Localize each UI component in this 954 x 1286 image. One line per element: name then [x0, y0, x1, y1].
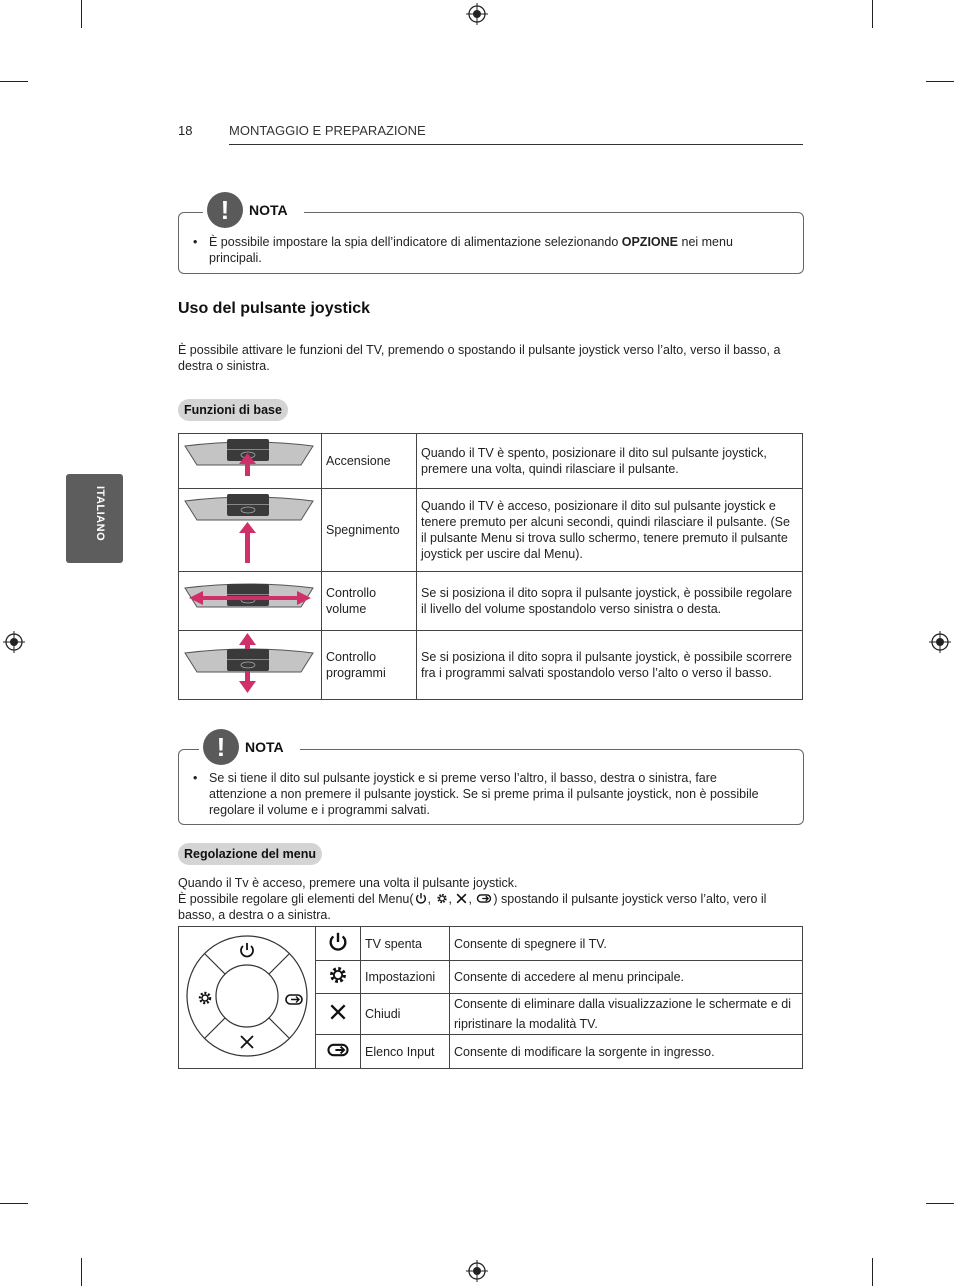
function-description: Se si posiziona il dito sopra il pulsante joystick, è possibile regolare il livello del volume spostandolo verso sinistra o desta. — [417, 572, 803, 631]
note-text: • Se si tiene il dito sul pulsante joystick e si preme verso l’altro, il basso, destra o sinistra, fare attenzione a non premere il pulsante joystick. Se si preme prima il pulsante joystick, non è possibile regolare il volume e i programmi salvati. — [193, 771, 759, 817]
note-text: • È possibile impostare la spia dell’indicatore di alimentazione selezionando OPZIONE nei menu principali. — [193, 235, 733, 265]
input-icon — [325, 1040, 351, 1060]
menu-items-table — [178, 926, 803, 1069]
menu-icon-cell — [316, 961, 361, 994]
registration-mark-icon — [929, 631, 951, 653]
crop-mark — [872, 1258, 873, 1286]
table-row — [179, 572, 803, 631]
function-description: Quando il TV è spento, posizionare il dito sul pulsante joystick, premere una volta, quindi rilasciare il pulsante. — [417, 434, 803, 489]
gear-icon — [435, 892, 449, 905]
joystick-programs-icon — [179, 631, 321, 695]
crop-mark — [81, 0, 82, 28]
table-row — [179, 631, 803, 700]
bullet: • — [193, 771, 198, 785]
joystick-menu-diagram — [179, 927, 316, 1069]
note-label: NOTA — [249, 202, 288, 218]
joystick-image — [179, 631, 322, 700]
function-name: Controllo volume — [322, 572, 417, 631]
menu-item-description: Consente di accedere al menu principale. — [450, 961, 803, 994]
joystick-volume-icon — [179, 572, 321, 626]
language-tab — [66, 474, 123, 563]
power-icon — [414, 892, 428, 905]
bullet: • — [193, 235, 198, 249]
menu-icon-cell — [316, 994, 361, 1035]
note-box — [178, 731, 804, 825]
registration-mark-icon — [3, 631, 25, 653]
table-row — [179, 434, 803, 489]
power-icon — [327, 931, 349, 953]
crop-mark — [0, 81, 28, 82]
exclamation-icon: ! — [207, 192, 243, 228]
crop-mark — [872, 0, 873, 28]
language-tab-label: ITALIANO — [94, 486, 106, 542]
joystick-image — [179, 572, 322, 631]
note-box — [178, 194, 804, 274]
registration-mark-icon — [466, 3, 488, 25]
function-description: Se si posiziona il dito sopra il pulsante joystick, è possibile scorrere fra i programmi salvati spostandolo verso l’alto o verso il basso. — [417, 631, 803, 700]
crop-mark — [0, 1203, 28, 1204]
function-name: Accensione — [322, 434, 417, 489]
joystick-menu-wheel-icon — [179, 928, 315, 1064]
function-name: Controllo programmi — [322, 631, 417, 700]
section-title: MONTAGGIO E PREPARAZIONE — [229, 123, 426, 138]
header-rule — [229, 144, 803, 145]
menu-item-description: Consente di eliminare dalla visualizzazione le schermate e di ripristinare la modalità TV. — [450, 994, 803, 1035]
menu-icon-cell — [316, 1035, 361, 1069]
note-header — [199, 729, 300, 765]
menu-item-description: Consente di modificare la sorgente in ingresso. — [450, 1035, 803, 1069]
menu-adjust-text: Quando il Tv è acceso, premere una volta il pulsante joystick. È possibile regolare gli elementi del Menu( , , , ) spostando il pulsante joystick verso l’alto, vero il basso, a destra o a sinistra. — [178, 876, 767, 922]
table-row — [179, 927, 803, 961]
function-name: Spegnimento — [322, 489, 417, 572]
menu-icon-cell — [316, 927, 361, 961]
joystick-image — [179, 434, 322, 489]
crop-mark — [81, 1258, 82, 1286]
section-heading: Uso del pulsante joystick — [178, 300, 371, 317]
function-description: Quando il TV è acceso, posizionare il dito sul pulsante joystick e tenere premuto per alcuni secondi, quindi rilasciare il pulsante. (Se il pulsante Menu si trova sullo schermo, tenere premuto il pulsante joystick per uscire dal Menu). — [417, 489, 803, 572]
joystick-power-off-icon — [179, 489, 321, 567]
registration-mark-icon — [466, 1260, 488, 1282]
basic-functions-label: Funzioni di base — [178, 399, 288, 421]
joystick-functions-table — [178, 433, 803, 700]
joystick-image — [179, 489, 322, 572]
menu-item-name: Impostazioni — [361, 961, 450, 994]
menu-adjust-label: Regolazione del menu — [178, 843, 322, 865]
crop-mark — [926, 81, 954, 82]
menu-item-name: Elenco Input — [361, 1035, 450, 1069]
close-icon — [328, 1002, 348, 1022]
table-row — [179, 489, 803, 572]
page-number: 18 — [178, 123, 193, 138]
input-icon — [475, 892, 493, 905]
menu-item-name: Chiudi — [361, 994, 450, 1035]
menu-item-description: Consente di spegnere il TV. — [450, 927, 803, 961]
crop-mark — [926, 1203, 954, 1204]
note-label: NOTA — [245, 739, 284, 755]
exclamation-icon: ! — [203, 729, 239, 765]
joystick-power-on-icon — [179, 434, 321, 484]
close-icon — [455, 892, 468, 905]
note-header — [203, 192, 304, 228]
menu-item-name: TV spenta — [361, 927, 450, 961]
section-intro: È possibile attivare le funzioni del TV, premendo o spostando il pulsante joystick verso l’alto, verso il basso, a destra o sinistra. — [178, 343, 781, 373]
gear-icon — [327, 964, 349, 986]
